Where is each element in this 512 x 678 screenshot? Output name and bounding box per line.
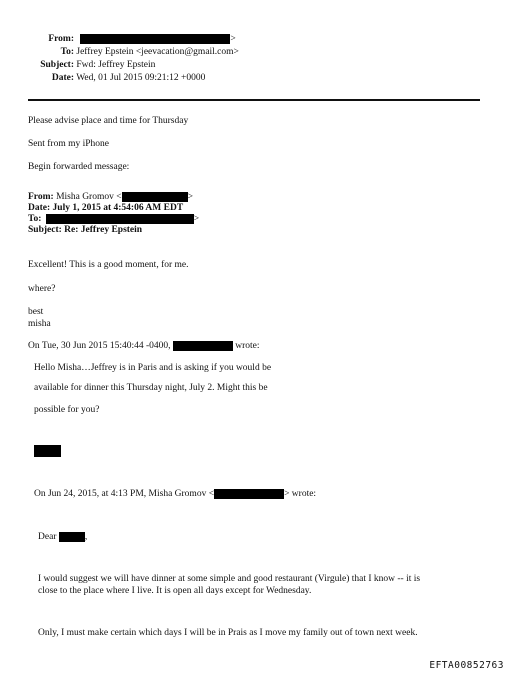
document-id: EFTA00852763 — [429, 660, 504, 671]
body-line-1: Please advise place and time for Thursday — [28, 116, 189, 126]
header-subject-value: Fwd: Jeffrey Epstein — [76, 60, 156, 70]
fwd-to-label: To: — [28, 214, 42, 224]
quote1-attribution — [28, 340, 260, 352]
redaction-box — [214, 489, 284, 499]
header-subject-label: Subject: — [40, 60, 74, 70]
redaction-box — [34, 445, 61, 457]
redaction-box — [122, 192, 188, 202]
header-date-value: Wed, 01 Jul 2015 09:21:12 +0000 — [76, 73, 206, 83]
reply-line-2: where? — [28, 284, 56, 294]
quote2-dear: Dear — [38, 532, 57, 542]
redaction-box — [59, 532, 88, 542]
fwd-subject-row — [28, 224, 142, 236]
header-from-tail: > — [230, 34, 236, 44]
header-date-row — [28, 72, 205, 84]
header-to-value: Jeffrey Epstein <jeevacation@gmail.com> — [76, 47, 239, 57]
header-from-label: From: — [48, 34, 74, 44]
fwd-from-tail: > — [187, 192, 193, 202]
quote1-line-1: Hello Misha…Jeffrey is in Paris and is asking if you would be — [34, 363, 272, 373]
fwd-to-tail: > — [193, 214, 200, 224]
header-to-label: To: — [60, 47, 74, 57]
quote1-attrib-pre: On Tue, 30 Jun 2015 15:40:44 -0400, — [28, 341, 171, 351]
quote1-attrib-post: wrote: — [235, 341, 260, 351]
quote2-dear-tail: , — [84, 532, 88, 542]
header-from-row — [28, 33, 236, 45]
redaction-box — [80, 34, 230, 44]
fwd-date-value: July 1, 2015 at 4:54:06 AM EDT — [52, 203, 184, 213]
quote2-line-1: I would suggest we will have dinner at some simple and good restaurant (Virgule) that I know -- it is — [38, 574, 421, 584]
quote1-line-2: available for dinner this Thursday night, July 2. Might this be — [34, 383, 268, 393]
quote2-attrib-post: > wrote: — [284, 489, 317, 499]
body-line-3: Begin forwarded message: — [28, 162, 130, 172]
reply-line-4: misha — [28, 319, 51, 329]
redaction-box — [46, 214, 194, 224]
quote1-line-3: possible for you? — [34, 405, 100, 415]
quote2-line-3: Only, I must make certain which days I will be in Prais as I move my family out of town next week. — [38, 628, 418, 638]
fwd-from-label: From: — [28, 192, 54, 202]
reply-line-1: Excellent! This is a good moment, for me. — [28, 260, 189, 270]
body-line-2: Sent from my iPhone — [28, 139, 110, 149]
fwd-subject-label: Subject: — [28, 225, 62, 235]
header-subject-row — [28, 59, 155, 71]
fwd-subject-value: Re: Jeffrey Epstein — [64, 225, 143, 235]
redaction-box — [173, 341, 233, 351]
header-divider — [28, 99, 480, 101]
quote2-salutation — [38, 531, 87, 543]
quote2-line-2: close to the place where I live. It is open all days except for Wednesday. — [38, 586, 312, 596]
quote2-attribution — [34, 488, 316, 500]
quote2-attrib-pre: On Jun 24, 2015, at 4:13 PM, Misha Gromov < — [34, 489, 215, 499]
fwd-date-label: Date: — [28, 203, 51, 213]
fwd-from-value: Misha Gromov < — [56, 192, 122, 202]
reply-line-3: best — [28, 307, 44, 317]
header-date-label: Date: — [51, 73, 74, 83]
header-to-row — [28, 46, 239, 58]
